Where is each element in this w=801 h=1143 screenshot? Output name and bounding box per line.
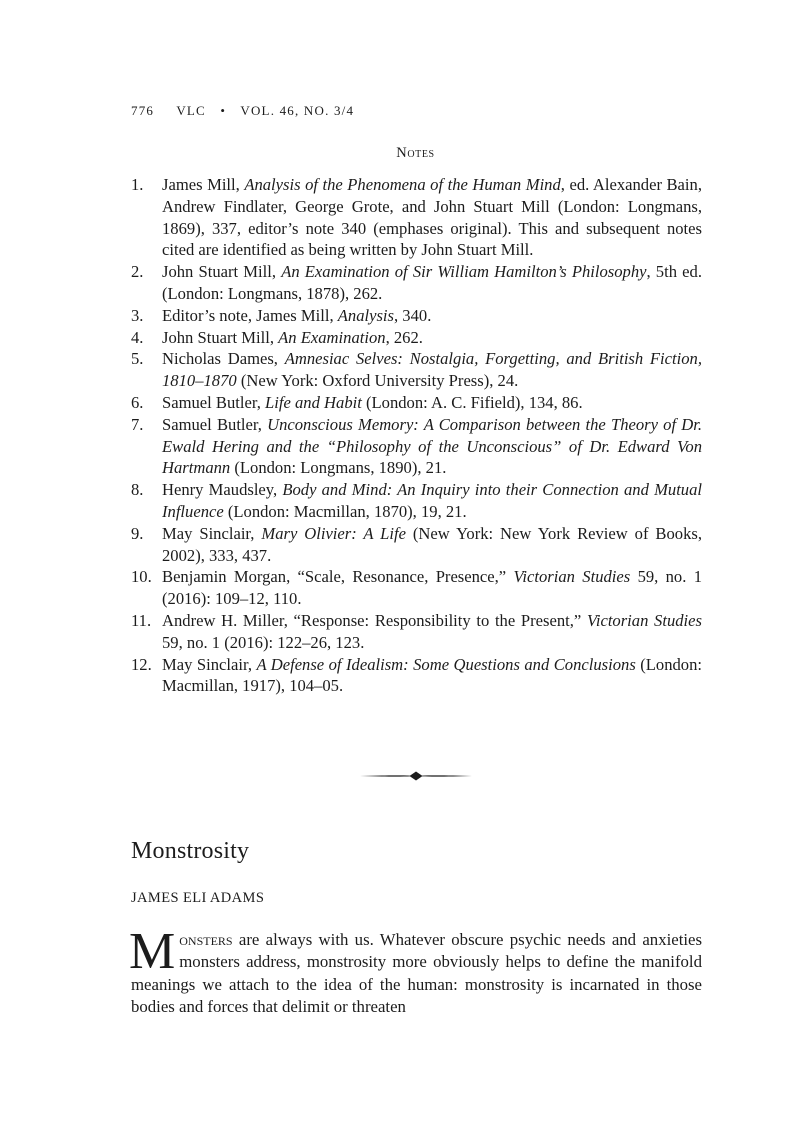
note-text: James Mill, <box>162 175 245 194</box>
note-text: May Sinclair, <box>162 654 257 674</box>
note-text: 59, no. 1 (2016): 122–26, 123. <box>162 632 365 652</box>
note-number: 5. <box>131 349 144 369</box>
note-text: John Stuart Mill, <box>162 327 279 347</box>
journal-abbreviation: VLC <box>176 103 206 118</box>
article-title: Monstrosity <box>131 838 250 864</box>
note-title: An Examination <box>278 327 386 347</box>
note-text: Benjamin Morgan, “Scale, Resonance, Presence,” <box>162 567 514 587</box>
note-title: Mary Olivier: A Life <box>261 523 406 543</box>
note-item <box>131 414 702 479</box>
note-text: (London: Macmillan, 1917), 104–05. <box>162 654 702 696</box>
note-number: 9. <box>131 523 144 543</box>
note-item <box>131 392 702 414</box>
notes-heading: Notes <box>396 145 435 161</box>
note-text: , 340. <box>394 305 432 325</box>
drop-cap: M <box>129 923 176 980</box>
note-item <box>131 610 702 654</box>
note-item <box>131 523 702 567</box>
note-text: May Sinclair, <box>162 523 262 543</box>
note-item <box>131 566 702 610</box>
running-head <box>131 103 354 119</box>
note-title: An Examination of Sir William Hamilton’s Philosophy <box>281 262 647 282</box>
note-title: A Defense of Idealism: Some Questions and Conclusions <box>256 654 636 674</box>
note-text: Andrew H. Miller, “Response: Responsibility to the Present,” <box>162 610 587 630</box>
note-item <box>131 348 702 392</box>
page-number: 776 <box>131 103 155 118</box>
note-number: 8. <box>131 480 144 500</box>
header-separator: • <box>220 103 227 118</box>
section-ornament-icon <box>360 768 472 784</box>
note-item <box>131 261 702 305</box>
note-item <box>131 479 702 523</box>
note-number: 2. <box>131 262 144 282</box>
article-author: JAMES ELI ADAMS <box>131 890 265 906</box>
note-number: 10. <box>131 567 152 587</box>
note-text: Nicholas Dames, <box>162 349 285 369</box>
note-item <box>131 327 702 349</box>
note-title: Unconscious Memory: A Comparison between the Theory of Dr. Ewald Hering and the “Philosophy of the Unconscious” of Dr. Edward Von Hartmann <box>162 414 703 478</box>
note-number: 3. <box>131 305 144 325</box>
note-number: 12. <box>131 654 152 674</box>
note-title: Amnesiac Selves: Nostalgia, Forgetting, and British Fiction, 1810–1870 <box>162 349 702 391</box>
note-text: , ed. Alexander Bain, Andrew Findlater, George Grote, and John Stuart Mill (London: Longmans, 1869), 337, editor’s note 340 (emphases original). This and subsequent notes cited are identified as being written by John Stuart Mill. <box>162 175 702 260</box>
note-text: John Stuart Mill, <box>162 262 282 282</box>
body-paragraph: are always with us. Whatever obscure psychic needs and anxieties monsters address, monstrosity more obviously helps to define the manifold meanings we attach to the idea of the human: monstrosity is incarnated in those bodies and forces that delimit or threaten <box>131 930 702 1016</box>
note-text: (London: Macmillan, 1870), 19, 21. <box>223 501 467 521</box>
note-text: (London: A. C. Fifield), 134, 86. <box>361 392 583 412</box>
note-item <box>131 174 702 261</box>
note-title: Victorian Studies <box>586 610 702 630</box>
article-body <box>129 923 702 1018</box>
note-title: Analysis of the Phenomena of the Human Mind <box>244 175 561 194</box>
note-text: (New York: Oxford University Press), 24. <box>236 371 519 391</box>
note-text: Samuel Butler, <box>162 392 266 412</box>
note-number: 7. <box>131 414 144 434</box>
note-title: Life and Habit <box>265 392 362 412</box>
note-text: , 262. <box>385 327 423 347</box>
note-text: Samuel Butler, <box>162 414 268 434</box>
note-text: , 5th ed. (London: Longmans, 1878), 262. <box>162 262 702 303</box>
note-item <box>131 305 702 327</box>
note-text: 59, no. 1 (2016): 109–12, 110. <box>162 567 703 609</box>
note-item <box>131 654 702 698</box>
lead-in-smallcaps: onsters <box>179 930 233 949</box>
note-number: 4. <box>131 327 144 347</box>
note-title: Analysis <box>337 305 394 325</box>
note-number: 1. <box>131 175 144 194</box>
note-number: 11. <box>131 610 152 630</box>
note-text: (New York: New York Review of Books, 2002), 333, 437. <box>162 523 702 565</box>
note-text: (London: Longmans, 1890), 21. <box>230 458 447 478</box>
note-text: Editor’s note, James Mill, <box>162 305 338 325</box>
volume-issue: VOL. 46, NO. 3/4 <box>240 103 355 118</box>
note-title: Body and Mind: An Inquiry into their Connection and Mutual Influence <box>162 480 703 521</box>
note-number: 6. <box>131 392 144 412</box>
note-text: Henry Maudsley, <box>162 480 283 500</box>
notes-list <box>131 174 702 697</box>
note-title: Victorian Studies <box>513 567 631 587</box>
